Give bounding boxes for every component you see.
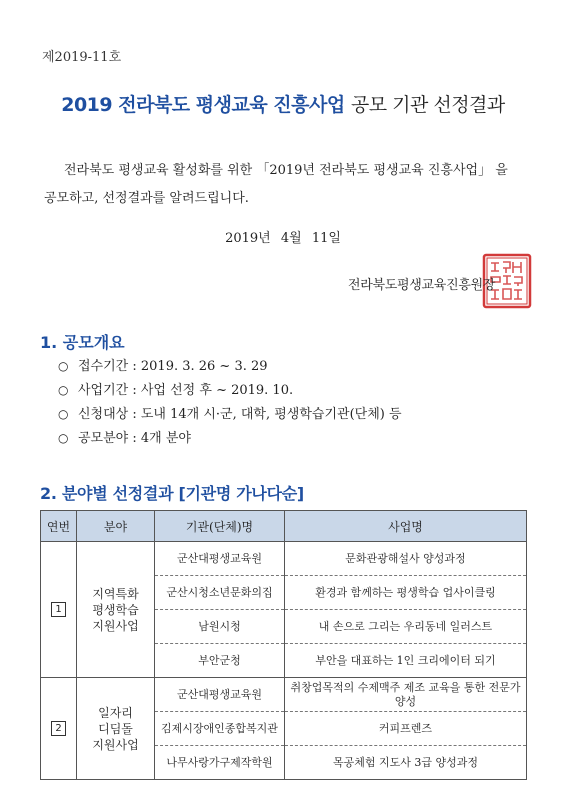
results-table [40, 510, 527, 780]
org-cell: 김제시장애인종합복지관 [155, 712, 285, 746]
table-header-row [41, 511, 527, 542]
org-cell: 군산대평생교육원 [155, 678, 285, 712]
header-field: 분야 [77, 511, 155, 542]
org-cell: 부안군청 [155, 644, 285, 678]
title-highlight: 2019 전라북도 평생교육 진흥사업 [61, 94, 345, 116]
org-cell: 군산시청소년문화의집 [155, 576, 285, 610]
org-cell: 남원시청 [155, 610, 285, 644]
header-org: 기관(단체)명 [155, 511, 285, 542]
project-cell: 문화관광해설사 양성과정 [285, 542, 527, 576]
intro-line-2: 공모하고, 선정결과를 알려드립니다. [44, 191, 249, 206]
group-number [41, 678, 77, 780]
title-rest: 공모 기관 선정결과 [350, 94, 505, 116]
section-2-heading: 2. 분야별 선정결과 [기관명 가나다순] [40, 484, 304, 503]
list-item: ○ 신청대상 : 도내 14개 시·군, 대학, 평생학습기관(단체) 등 [58, 402, 402, 426]
section-1-heading: 1. 공모개요 [40, 333, 125, 352]
list-item: ○ 사업기간 : 사업 선정 후 ~ 2019. 10. [58, 378, 402, 402]
header-no: 연번 [41, 511, 77, 542]
project-cell: 부안을 대표하는 1인 크리에이터 되기 [285, 644, 527, 678]
bullet-circle-icon: ○ [58, 359, 69, 373]
project-cell: 내 손으로 그리는 우리동네 일러스트 [285, 610, 527, 644]
list-item: ○ 공모분야 : 4개 분야 [58, 426, 402, 450]
group-field: 지역특화 평생학습 지원사업 [77, 542, 155, 678]
bullet-circle-icon: ○ [58, 431, 69, 445]
project-cell: 취창업목적의 수제맥주 제조 교육을 통한 전문가 양성 [285, 678, 527, 712]
intro-paragraph [44, 157, 524, 213]
intro-line-1: 전라북도 평생교육 활성화를 위한 「2019년 전라북도 평생교육 진흥사업」 을 [64, 163, 508, 178]
group-field: 일자리 디딤돌 지원사업 [77, 678, 155, 780]
project-cell: 목공체험 지도사 3급 양성과정 [285, 746, 527, 780]
page-title [0, 90, 566, 117]
bullet-circle-icon: ○ [58, 383, 69, 397]
project-cell: 커피프렌즈 [285, 712, 527, 746]
document-number: 제2019-11호 [42, 50, 122, 65]
list-item: ○ 접수기간 : 2019. 3. 26 ~ 3. 29 [58, 354, 402, 378]
overview-list [58, 354, 402, 450]
project-cell: 환경과 함께하는 평생학습 업사이클링 [285, 576, 527, 610]
bullet-circle-icon: ○ [58, 407, 69, 421]
issue-date: 2019년 4월 11일 [225, 231, 341, 246]
table-row [41, 542, 527, 576]
org-cell: 군산대평생교육원 [155, 542, 285, 576]
header-project: 사업명 [285, 511, 527, 542]
group-number [41, 542, 77, 678]
issuer-name: 전라북도평생교육진흥원장 [348, 278, 496, 293]
org-cell: 나무사랑가구제작학원 [155, 746, 285, 780]
boxed-number: 1 [51, 602, 66, 617]
table-row [41, 678, 527, 712]
boxed-number: 2 [51, 721, 66, 736]
